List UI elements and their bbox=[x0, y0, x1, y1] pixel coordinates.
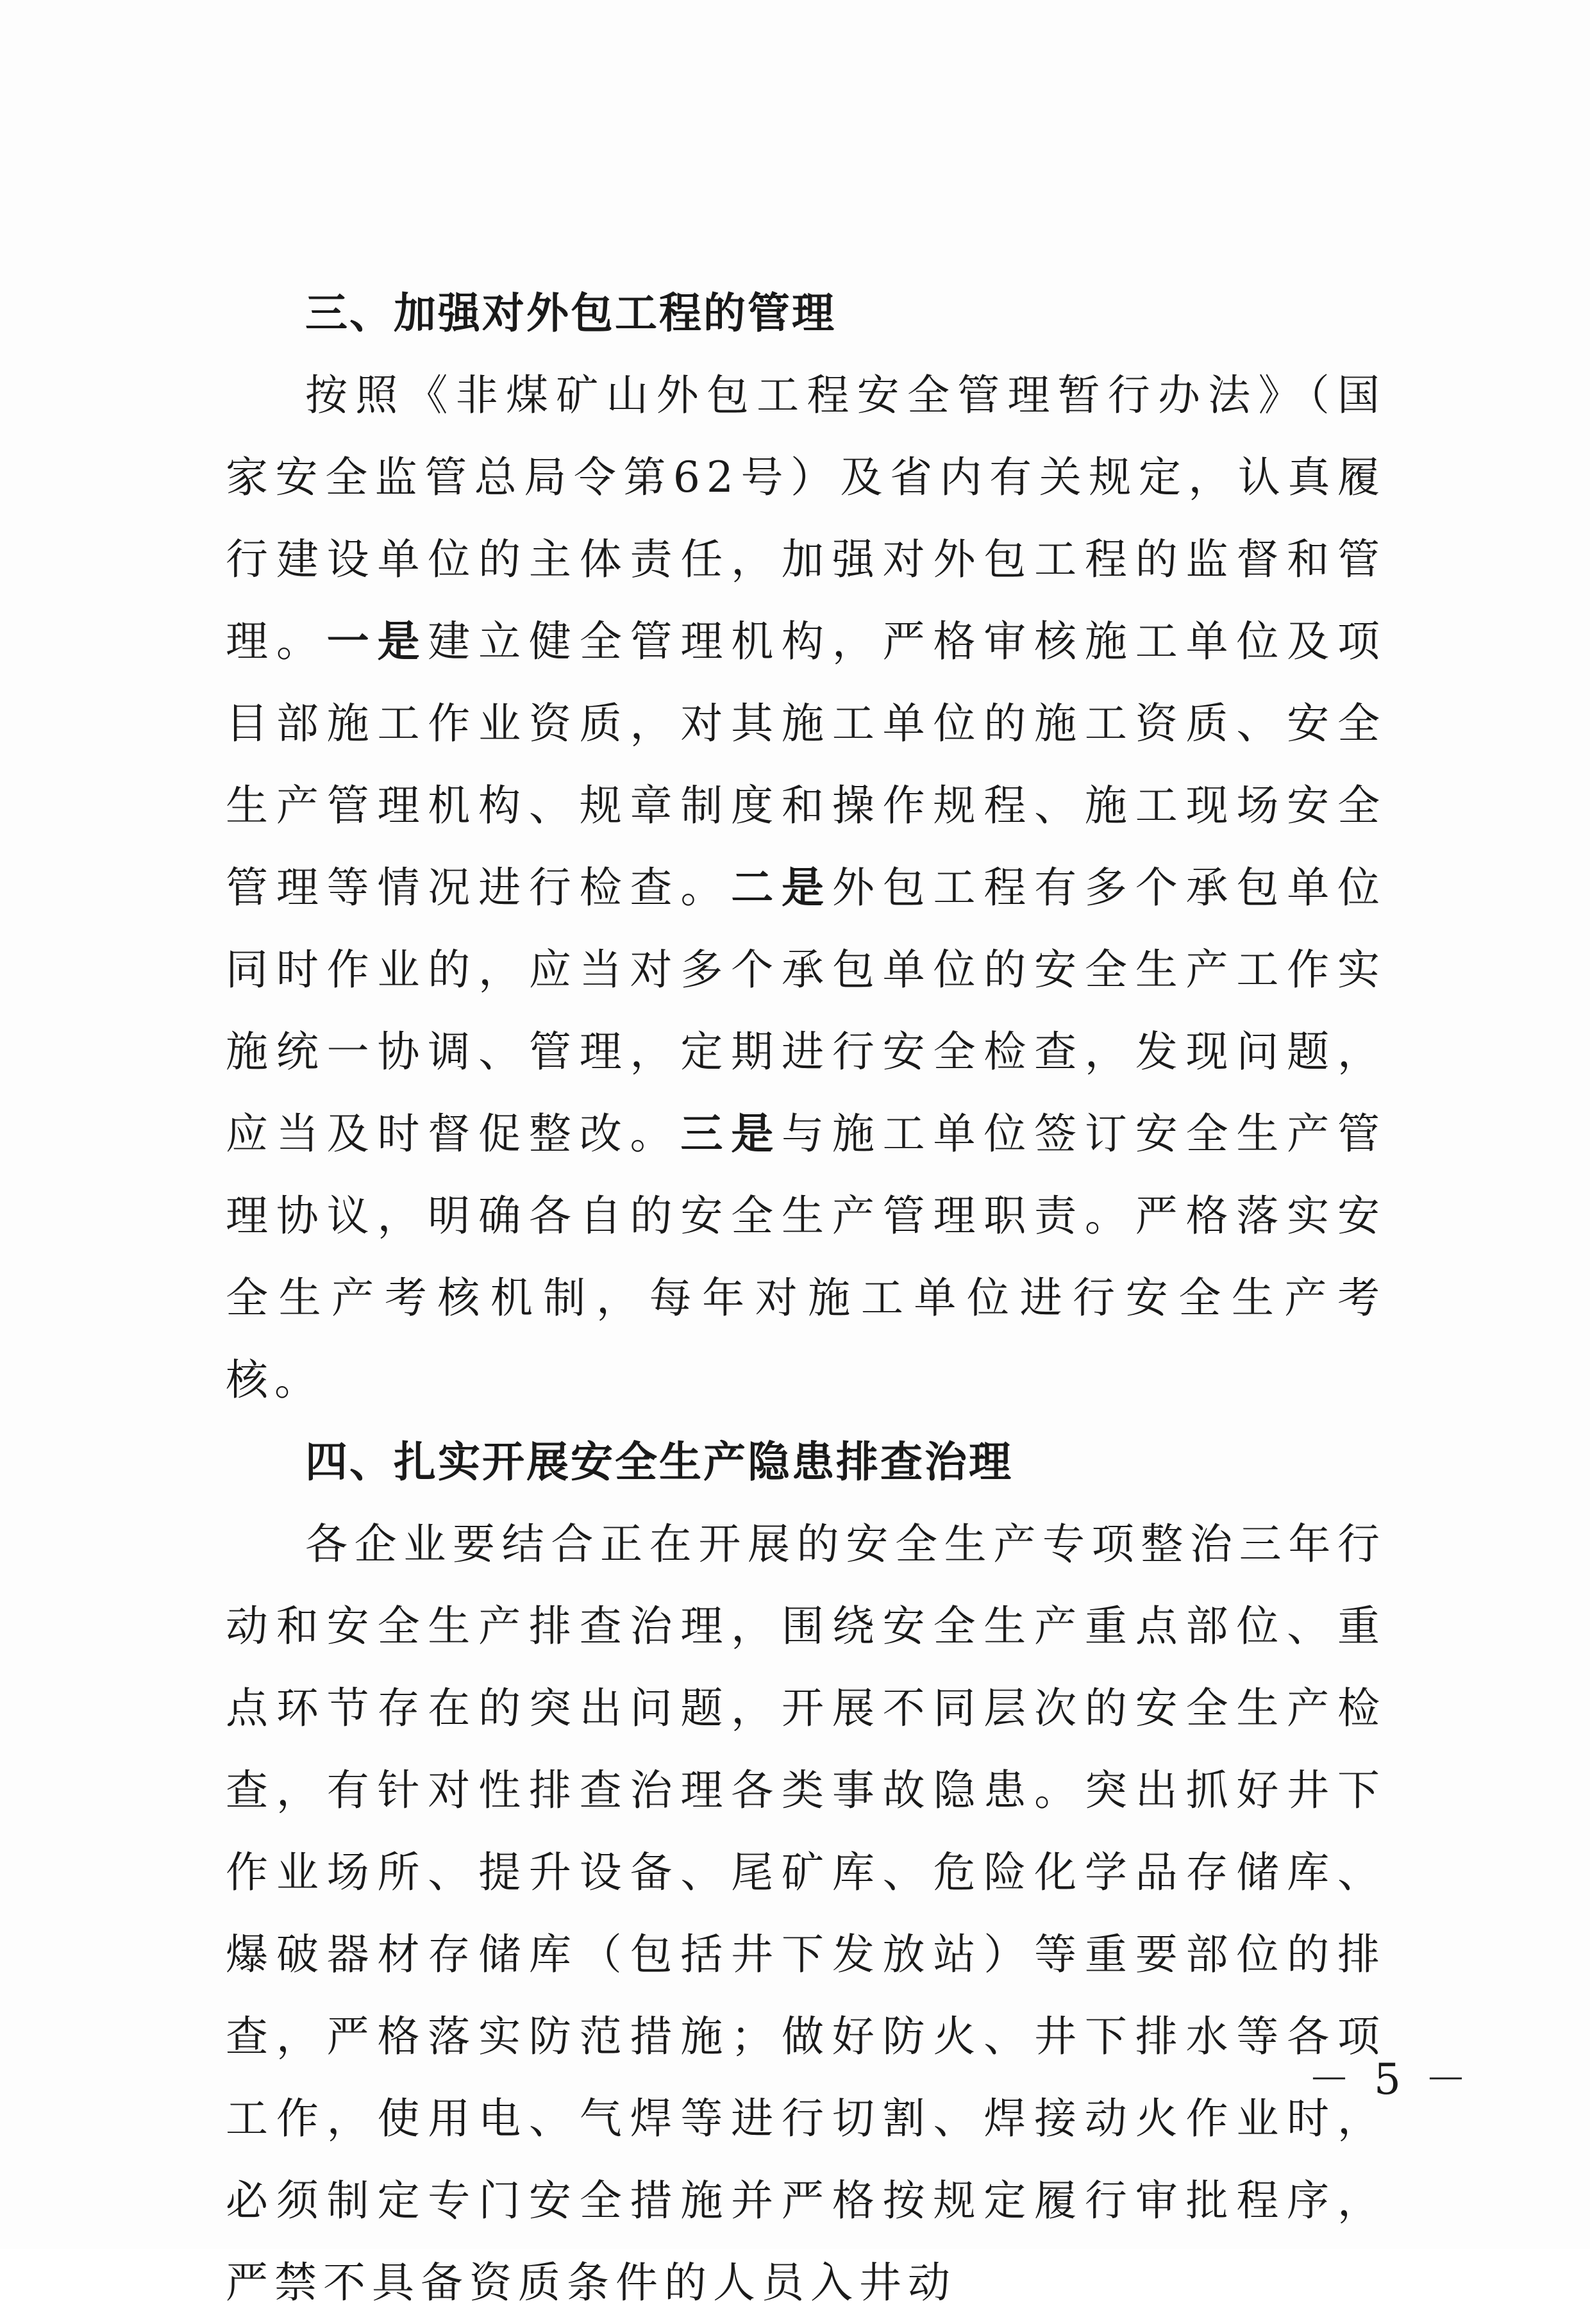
document-body bbox=[226, 272, 1386, 2324]
section-4-heading: 四、扎实开展安全生产隐患排查治理 bbox=[305, 1437, 1013, 1487]
item-1-text: 建立健全管理机构，严格审核施工单位及项目部施工作业资质，对其施工单位的施工资质、安全生产管理机构、规章制度和操作规程、施工现场安全管理等情况进行检查。 bbox=[226, 617, 1387, 912]
item-2-text: 外包工程有多个承包单位同时作业的，应当对多个承包单位的安全生产工作实施统一协调、管理，定期进行安全检查，发现问题，应当及时督促整改。 bbox=[226, 863, 1387, 1158]
item-2-label: 二是 bbox=[731, 863, 832, 912]
item-3-label: 三是 bbox=[680, 1109, 782, 1158]
item-1-label: 一是 bbox=[326, 617, 428, 666]
section-3-paragraph bbox=[226, 355, 1386, 1421]
item-3-text: 与施工单位签订安全生产管理协议，明确各自的安全生产管理职责。严格落实安全生产考核机制，每年对施工单位进行安全生产考核。 bbox=[226, 1109, 1387, 1405]
section-3-intro: 按照《非煤矿山外包工程安全管理暂行办法》（国家安全监管总局令第62号）及省内有关规定，认真履行建设单位的主体责任，加强对外包工程的监督和管理。 bbox=[226, 371, 1386, 666]
section-3-heading: 三、加强对外包工程的管理 bbox=[305, 288, 836, 338]
section-4-paragraph: 各企业要结合正在开展的安全生产专项整治三年行动和安全生产排查治理，围绕安全生产重点部位、重点环节存在的突出问题，开展不同层次的安全生产检查，有针对性排查治理各类事故隐患。突出抓好井下作业场所、提升设备、尾矿库、危险化学品存储库、爆破器材存储库（包括井下发放站）等重要部位的排查，严格落实防范措施；做好防火、井下排水等各项工作，使用电、气焊等进行切割、焊接动火作业时，必须制定专门安全措施并严格按规定履行审批程序，严禁不具备资质条件的人员入井动 bbox=[226, 1519, 1386, 2307]
page-number: － 5 － bbox=[1308, 2055, 1472, 2104]
